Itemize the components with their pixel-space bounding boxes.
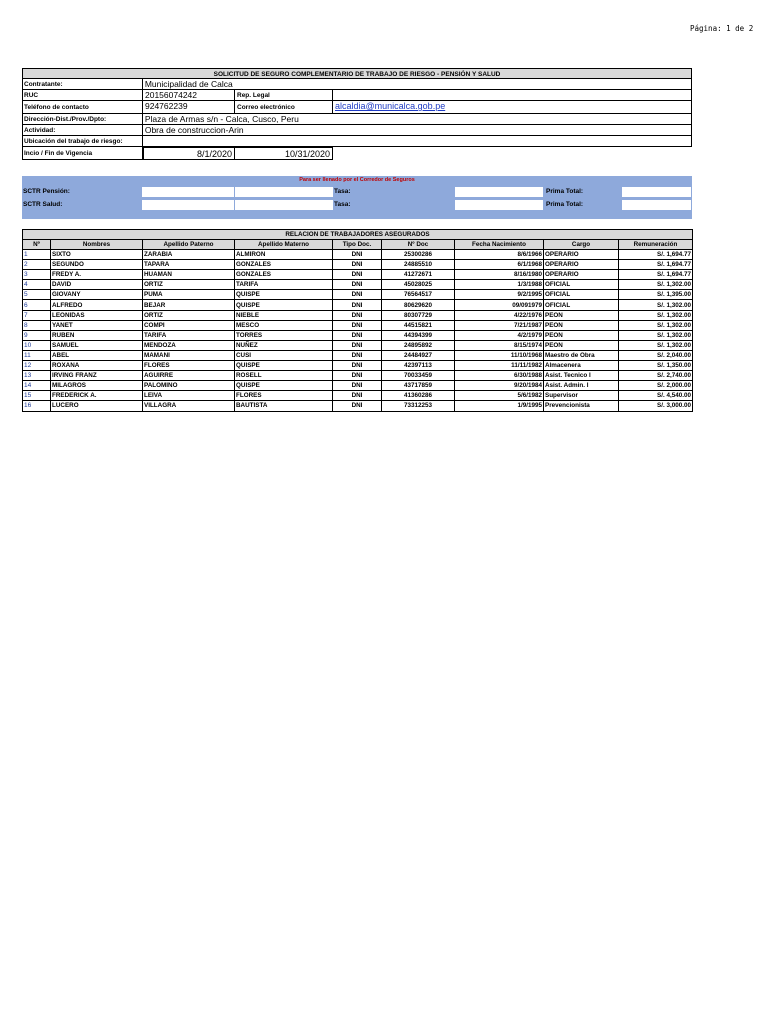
row-apellido-materno[interactable]: NIEBLE bbox=[235, 310, 333, 320]
row-apellido-paterno[interactable]: ORTIZ bbox=[143, 310, 235, 320]
row-cargo[interactable]: OFICIAL bbox=[544, 280, 619, 290]
row-fecha-nacimiento[interactable]: 1/9/1995 bbox=[455, 401, 544, 411]
table-row bbox=[23, 320, 693, 330]
row-apellido-paterno[interactable]: MAMANI bbox=[143, 350, 235, 360]
row-cargo[interactable]: OPERARIO bbox=[544, 270, 619, 280]
row-nombres[interactable]: SIXTO bbox=[51, 250, 143, 260]
row-num[interactable]: 12 bbox=[23, 361, 51, 371]
row-num-doc[interactable]: 24895892 bbox=[382, 340, 455, 350]
row-cargo[interactable]: Asist. Tecnico I bbox=[544, 371, 619, 381]
row-apellido-paterno[interactable]: AGUIRRE bbox=[143, 371, 235, 381]
sctr-pension-prima-label: Prima Total: bbox=[546, 188, 584, 195]
sctr-salud-row bbox=[22, 198, 692, 211]
row-remuneracion[interactable]: S/. 2,040.00 bbox=[619, 350, 693, 360]
row-apellido-materno[interactable]: QUISPE bbox=[235, 381, 333, 391]
row-tipo-doc[interactable]: DNI bbox=[333, 350, 382, 360]
row-fecha-nacimiento[interactable]: 8/16/1980 bbox=[455, 270, 544, 280]
row-num-doc[interactable]: 44394399 bbox=[382, 330, 455, 340]
row-apellido-materno[interactable]: FLORES bbox=[235, 391, 333, 401]
direccion-value[interactable]: Plaza de Armas s/n - Calca, Cusco, Peru bbox=[143, 114, 692, 125]
row-tipo-doc[interactable]: DNI bbox=[333, 280, 382, 290]
table-row bbox=[23, 290, 693, 300]
vigencia-row bbox=[22, 147, 692, 160]
row-remuneracion[interactable]: S/. 4,540.00 bbox=[619, 391, 693, 401]
broker-title: Para ser llenado por el Corredor de Seguros bbox=[299, 177, 415, 183]
row-apellido-paterno[interactable]: COMPI bbox=[143, 320, 235, 330]
row-fecha-nacimiento[interactable]: 8/6/1966 bbox=[455, 250, 544, 260]
row-num[interactable]: 11 bbox=[23, 350, 51, 360]
row-tipo-doc[interactable]: DNI bbox=[333, 330, 382, 340]
sctr-pension-row bbox=[22, 185, 692, 198]
row-apellido-materno[interactable]: BAUTISTA bbox=[235, 401, 333, 411]
row-num-doc[interactable]: 41272671 bbox=[382, 270, 455, 280]
sctr-pension-label: SCTR Pensión: bbox=[23, 188, 70, 195]
ruc-value[interactable]: 20156074242 bbox=[143, 90, 235, 101]
row-apellido-paterno[interactable]: LEIVA bbox=[143, 391, 235, 401]
row-fecha-nacimiento[interactable]: 11/11/1982 bbox=[455, 361, 544, 371]
row-tipo-doc[interactable]: DNI bbox=[333, 260, 382, 270]
row-nombres[interactable]: FREDERICK A. bbox=[51, 391, 143, 401]
sctr-salud-field-2[interactable] bbox=[235, 200, 333, 210]
row-tipo-doc[interactable]: DNI bbox=[333, 300, 382, 310]
broker-section bbox=[22, 176, 692, 219]
actividad-value[interactable]: Obra de construccion-Arin bbox=[143, 125, 692, 136]
contratante-value[interactable]: Municipalidad de Calca bbox=[143, 79, 692, 90]
sctr-salud-field-1[interactable] bbox=[142, 200, 234, 210]
row-fecha-nacimiento[interactable]: 6/30/1988 bbox=[455, 371, 544, 381]
row-remuneracion[interactable]: S/. 1,302.00 bbox=[619, 300, 693, 310]
correo-value[interactable] bbox=[333, 101, 692, 114]
row-num[interactable]: 3 bbox=[23, 270, 51, 280]
row-nombres[interactable]: DAVID bbox=[51, 280, 143, 290]
sctr-salud-prima-label: Prima Total: bbox=[546, 201, 584, 208]
row-apellido-paterno[interactable]: PUMA bbox=[143, 290, 235, 300]
row-remuneracion[interactable]: S/. 3,000.00 bbox=[619, 401, 693, 411]
row-tipo-doc[interactable]: DNI bbox=[333, 381, 382, 391]
row-apellido-materno[interactable]: TORRES bbox=[235, 330, 333, 340]
row-nombres[interactable]: IRVING FRANZ bbox=[51, 371, 143, 381]
table-row bbox=[23, 260, 693, 270]
row-cargo[interactable]: Supervisor bbox=[544, 391, 619, 401]
row-cargo[interactable]: Prevencionista bbox=[544, 401, 619, 411]
row-num[interactable]: 8 bbox=[23, 320, 51, 330]
telefono-label: Teléfono de contacto bbox=[23, 101, 143, 114]
direccion-label: Dirección-Dist./Prov./Dpto: bbox=[23, 114, 143, 125]
row-num[interactable]: 5 bbox=[23, 290, 51, 300]
form-title: SOLICITUD DE SEGURO COMPLEMENTARIO DE TRABAJO DE RIESGO - PENSIÓN Y SALUD bbox=[22, 68, 692, 79]
row-remuneracion[interactable]: S/. 1,350.00 bbox=[619, 361, 693, 371]
row-num-doc[interactable]: 43717859 bbox=[382, 381, 455, 391]
workers-title-row bbox=[23, 230, 693, 240]
correo-label: Correo electrónico bbox=[235, 101, 333, 114]
header-apellido-paterno: Apellido Paterno bbox=[143, 240, 235, 250]
row-tipo-doc[interactable]: DNI bbox=[333, 310, 382, 320]
row-num[interactable]: 4 bbox=[23, 280, 51, 290]
workers-title: RELACION DE TRABAJADORES ASEGURADOS bbox=[23, 230, 693, 240]
table-row bbox=[23, 250, 693, 260]
row-fecha-nacimiento[interactable]: 11/10/1968 bbox=[455, 350, 544, 360]
header-nombres: Nombres bbox=[51, 240, 143, 250]
row-remuneracion[interactable]: S/. 1,302.00 bbox=[619, 320, 693, 330]
vigencia-label: Incio / Fin de Vigencia bbox=[23, 147, 143, 160]
sctr-pension-tasa-label: Tasa: bbox=[334, 188, 351, 195]
row-nombres[interactable]: LUCERO bbox=[51, 401, 143, 411]
sctr-pension-field-2[interactable] bbox=[235, 187, 333, 197]
row-apellido-paterno[interactable]: VILLAGRA bbox=[143, 401, 235, 411]
table-row bbox=[23, 391, 693, 401]
table-row bbox=[23, 381, 693, 391]
row-remuneracion[interactable]: S/. 1,302.00 bbox=[619, 280, 693, 290]
table-row bbox=[23, 280, 693, 290]
row-cargo[interactable]: OPERARIO bbox=[544, 260, 619, 270]
row-apellido-paterno[interactable]: ORTIZ bbox=[143, 280, 235, 290]
row-fecha-nacimiento[interactable]: 4/22/1976 bbox=[455, 310, 544, 320]
row-tipo-doc[interactable]: DNI bbox=[333, 401, 382, 411]
row-num[interactable]: 6 bbox=[23, 300, 51, 310]
row-remuneracion[interactable]: S/. 2,000.00 bbox=[619, 381, 693, 391]
row-tipo-doc[interactable]: DNI bbox=[333, 391, 382, 401]
row-remuneracion[interactable]: S/. 1,302.00 bbox=[619, 330, 693, 340]
row-apellido-paterno[interactable]: PALOMINO bbox=[143, 381, 235, 391]
row-nombres[interactable]: RUBEN bbox=[51, 330, 143, 340]
row-apellido-paterno[interactable]: FLORES bbox=[143, 361, 235, 371]
row-apellido-materno[interactable]: QUISPE bbox=[235, 361, 333, 371]
row-nombres[interactable]: GIOVANY bbox=[51, 290, 143, 300]
header-num-doc: Nº Doc bbox=[382, 240, 455, 250]
row-apellido-paterno[interactable]: TAPARA bbox=[143, 260, 235, 270]
header-tipo-doc: Tipo Doc. bbox=[333, 240, 382, 250]
table-row bbox=[23, 340, 693, 350]
row-tipo-doc[interactable]: DNI bbox=[333, 290, 382, 300]
row-num[interactable]: 14 bbox=[23, 381, 51, 391]
row-apellido-paterno[interactable]: TARIFA bbox=[143, 330, 235, 340]
sctr-salud-tasa-field[interactable] bbox=[455, 200, 543, 210]
table-row bbox=[23, 401, 693, 411]
ubicacion-value[interactable] bbox=[143, 136, 692, 147]
row-cargo[interactable]: OFICIAL bbox=[544, 290, 619, 300]
row-cargo[interactable]: Asist. Admin. I bbox=[544, 381, 619, 391]
row-num[interactable]: 15 bbox=[23, 391, 51, 401]
row-apellido-materno[interactable]: TARIFA bbox=[235, 280, 333, 290]
row-cargo[interactable]: OPERARIO bbox=[544, 250, 619, 260]
table-row bbox=[23, 270, 693, 280]
row-nombres[interactable]: ROXANA bbox=[51, 361, 143, 371]
row-num-doc[interactable]: 80629620 bbox=[382, 300, 455, 310]
table-row bbox=[23, 371, 693, 381]
row-num[interactable]: 7 bbox=[23, 310, 51, 320]
row-nombres[interactable]: SAMUEL bbox=[51, 340, 143, 350]
row-num-doc[interactable]: 45028025 bbox=[382, 280, 455, 290]
sctr-pension-prima-field[interactable] bbox=[622, 187, 691, 197]
row-fecha-nacimiento[interactable]: 1/3/1988 bbox=[455, 280, 544, 290]
row-tipo-doc[interactable]: DNI bbox=[333, 250, 382, 260]
row-apellido-materno[interactable]: ALMIRON bbox=[235, 250, 333, 260]
row-num[interactable]: 13 bbox=[23, 371, 51, 381]
sctr-salud-tasa-label: Tasa: bbox=[334, 201, 351, 208]
row-remuneracion[interactable]: S/. 1,302.00 bbox=[619, 310, 693, 320]
row-apellido-materno[interactable]: CUSI bbox=[235, 350, 333, 360]
contratante-row bbox=[22, 79, 692, 90]
direccion-row bbox=[22, 114, 692, 125]
vigencia-fin[interactable]: 10/31/2020 bbox=[235, 147, 333, 160]
row-apellido-paterno[interactable]: ZARABIA bbox=[143, 250, 235, 260]
row-tipo-doc[interactable]: DNI bbox=[333, 371, 382, 381]
row-remuneracion[interactable]: S/. 1,694.77 bbox=[619, 250, 693, 260]
row-remuneracion[interactable]: S/. 1,395.00 bbox=[619, 290, 693, 300]
row-remuneracion[interactable]: S/. 1,694.77 bbox=[619, 270, 693, 280]
row-fecha-nacimiento[interactable]: 7/21/1987 bbox=[455, 320, 544, 330]
telefono-value[interactable]: 924762239 bbox=[143, 101, 235, 114]
row-num-doc[interactable]: 70033459 bbox=[382, 371, 455, 381]
sctr-salud-prima-field[interactable] bbox=[622, 200, 691, 210]
row-num-doc[interactable]: 76564517 bbox=[382, 290, 455, 300]
row-nombres[interactable]: SEGUNDO bbox=[51, 260, 143, 270]
sctr-pension-field-1[interactable] bbox=[142, 187, 234, 197]
workers-header-row bbox=[23, 240, 693, 250]
header-cargo: Cargo bbox=[544, 240, 619, 250]
request-form bbox=[22, 68, 692, 160]
row-tipo-doc[interactable]: DNI bbox=[333, 320, 382, 330]
row-nombres[interactable]: ALFREDO bbox=[51, 300, 143, 310]
row-num-doc[interactable]: 24484927 bbox=[382, 350, 455, 360]
sctr-salud-label: SCTR Salud: bbox=[23, 201, 63, 208]
header-remuneracion: Remuneración bbox=[619, 240, 693, 250]
ruc-row bbox=[22, 90, 692, 101]
rep-legal-value[interactable] bbox=[333, 90, 692, 101]
telefono-row bbox=[22, 101, 692, 114]
row-nombres[interactable]: YANET bbox=[51, 320, 143, 330]
row-nombres[interactable]: LEONIDAS bbox=[51, 310, 143, 320]
ubicacion-label: Ubicación del trabajo de riesgo: bbox=[23, 136, 143, 147]
row-remuneracion[interactable]: S/. 2,740.00 bbox=[619, 371, 693, 381]
table-row bbox=[23, 310, 693, 320]
ubicacion-row bbox=[22, 136, 692, 147]
correo-link[interactable]: alcaldia@municalca.gob.pe bbox=[335, 101, 446, 111]
row-fecha-nacimiento[interactable]: 4/2/1979 bbox=[455, 330, 544, 340]
row-num-doc[interactable]: 24885510 bbox=[382, 260, 455, 270]
row-num[interactable]: 1 bbox=[23, 250, 51, 260]
row-fecha-nacimiento[interactable]: 6/1/1968 bbox=[455, 260, 544, 270]
row-nombres[interactable]: ABEL bbox=[51, 350, 143, 360]
workers-table bbox=[22, 229, 693, 412]
row-cargo[interactable]: Maestro de Obra bbox=[544, 350, 619, 360]
actividad-label: Actividad: bbox=[23, 125, 143, 136]
row-fecha-nacimiento[interactable]: 9/20/1984 bbox=[455, 381, 544, 391]
vigencia-inicio[interactable]: 8/1/2020 bbox=[143, 147, 235, 160]
row-num-doc[interactable]: 41360286 bbox=[382, 391, 455, 401]
row-cargo[interactable]: PEON bbox=[544, 330, 619, 340]
table-row bbox=[23, 330, 693, 340]
row-fecha-nacimiento[interactable]: 5/6/1982 bbox=[455, 391, 544, 401]
row-num-doc[interactable]: 44515821 bbox=[382, 320, 455, 330]
table-row bbox=[23, 300, 693, 310]
row-cargo[interactable]: PEON bbox=[544, 310, 619, 320]
table-row bbox=[23, 350, 693, 360]
row-tipo-doc[interactable]: DNI bbox=[333, 270, 382, 280]
sctr-pension-tasa-field[interactable] bbox=[455, 187, 543, 197]
row-fecha-nacimiento[interactable]: 9/2/1995 bbox=[455, 290, 544, 300]
row-num[interactable]: 10 bbox=[23, 340, 51, 350]
rep-legal-label: Rep. Legal bbox=[235, 90, 333, 101]
ruc-label: RUC bbox=[23, 90, 143, 101]
row-apellido-materno[interactable]: GONZALES bbox=[235, 260, 333, 270]
header-apellido-materno: Apellido Materno bbox=[235, 240, 333, 250]
row-tipo-doc[interactable]: DNI bbox=[333, 340, 382, 350]
row-nombres[interactable]: MILAGROS bbox=[51, 381, 143, 391]
row-apellido-materno[interactable]: ROSELL bbox=[235, 371, 333, 381]
row-tipo-doc[interactable]: DNI bbox=[333, 361, 382, 371]
vigencia-dates bbox=[143, 147, 333, 160]
row-apellido-paterno[interactable]: HUAMAN bbox=[143, 270, 235, 280]
row-num-doc[interactable]: 42397113 bbox=[382, 361, 455, 371]
row-apellido-materno[interactable]: GONZALES bbox=[235, 270, 333, 280]
row-apellido-materno[interactable]: NUÑEZ bbox=[235, 340, 333, 350]
header-num: Nº bbox=[23, 240, 51, 250]
header-fecha-nacimiento: Fecha Nacimiento bbox=[455, 240, 544, 250]
page-number: Página: 1 de 2 bbox=[690, 24, 754, 33]
row-num-doc[interactable]: 73312253 bbox=[382, 401, 455, 411]
row-cargo[interactable]: PEON bbox=[544, 340, 619, 350]
row-apellido-paterno[interactable]: BEJAR bbox=[143, 300, 235, 310]
contratante-label: Contratante: bbox=[23, 79, 143, 90]
row-nombres[interactable]: FREDY A. bbox=[51, 270, 143, 280]
row-fecha-nacimiento[interactable]: 09/091979 bbox=[455, 300, 544, 310]
row-fecha-nacimiento[interactable]: 8/15/1974 bbox=[455, 340, 544, 350]
table-row bbox=[23, 361, 693, 371]
row-num-doc[interactable]: 80307729 bbox=[382, 310, 455, 320]
row-apellido-materno[interactable]: QUISPE bbox=[235, 300, 333, 310]
actividad-row bbox=[22, 125, 692, 136]
row-num[interactable]: 2 bbox=[23, 260, 51, 270]
row-remuneracion[interactable]: S/. 1,302.00 bbox=[619, 340, 693, 350]
row-num[interactable]: 9 bbox=[23, 330, 51, 340]
row-cargo[interactable]: Almacenera bbox=[544, 361, 619, 371]
row-apellido-materno[interactable]: QUISPE bbox=[235, 290, 333, 300]
row-apellido-paterno[interactable]: MENDOZA bbox=[143, 340, 235, 350]
row-apellido-materno[interactable]: MESCO bbox=[235, 320, 333, 330]
row-num[interactable]: 16 bbox=[23, 401, 51, 411]
row-remuneracion[interactable]: S/. 1,694.77 bbox=[619, 260, 693, 270]
row-num-doc[interactable]: 25300286 bbox=[382, 250, 455, 260]
row-cargo[interactable]: PEON bbox=[544, 320, 619, 330]
row-cargo[interactable]: OFICIAL bbox=[544, 300, 619, 310]
